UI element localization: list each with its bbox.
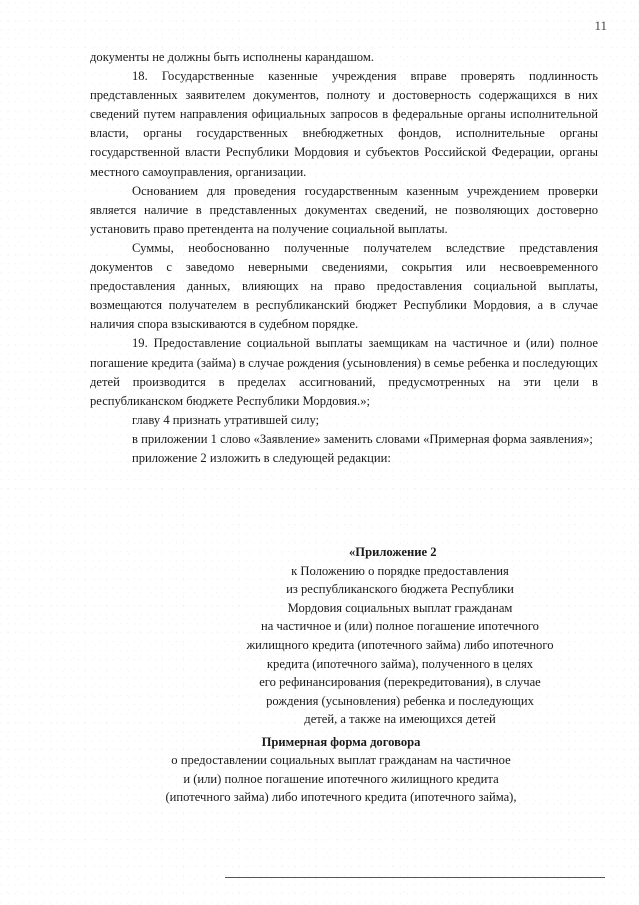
form-title-block [96, 733, 586, 807]
appendix-line: детей, а также на имеющихся детей [304, 712, 496, 727]
paragraph: 18. Государственные казенные учреждения вправе проверять подлинность представленных заявителем документов, полноту и достоверность содержащихся в них сведений путем направления официальных запросов в федеральные органы исполнительной власти, органы государственных внебюджетных фондов, исполнительные органы государственной власти Республики Мордовия и субъектов Российской Федерации, органы местного самоуправления, организации. [90, 69, 598, 179]
appendix-title: «Приложение 2 [349, 545, 437, 559]
form-subtitle-line: (ипотечного займа) либо ипотечного кредита (ипотечного займа), [165, 790, 517, 805]
paragraph: Суммы, необоснованно полученные получателем вследствие представления документов с заведомо неверными сведениями, сокрытия или несвоевременного предоставления данных, влияющих на право предоставления социальной выплаты, возмещаются получателем в республиканский бюджет Республики Мордовия, а в случае наличия спора взыскиваются в судебном порядке. [90, 240, 598, 332]
paragraph: Основанием для проведения государственным казенным учреждением проверки является наличие в представленных документах сведений, не позволяющих достоверно установить право претендента на получение социальной выплаты. [90, 183, 598, 236]
body-text [90, 48, 598, 468]
paragraph: документы не должны быть исполнены карандашом. [90, 50, 374, 64]
form-subtitle-line: и (или) полное погашение ипотечного жилищного кредита [183, 771, 499, 786]
footer-divider [225, 877, 605, 878]
page-number: 11 [594, 18, 607, 33]
appendix-line: из республиканского бюджета Республики [286, 582, 514, 597]
appendix-line: на частичное и (или) полное погашение ипотечного [261, 619, 539, 634]
paragraph: в приложении 1 слово «Заявление» заменить словами «Примерная форма заявления»; [132, 431, 593, 446]
appendix-line: рождения (усыновления) ребенка и последующих [266, 693, 534, 708]
appendix-line: к Положению о порядке предоставления [291, 563, 509, 578]
appendix-line: его рефинансирования (перекредитования), в случае [259, 675, 541, 690]
appendix-heading-block [200, 543, 600, 729]
appendix-line: жилищного кредита (ипотечного займа) либо ипотечного [246, 637, 554, 652]
paragraph: приложение 2 изложить в следующей редакции: [132, 450, 391, 465]
paragraph: 19. Предоставление социальной выплаты заемщикам на частичное и (или) полное погашение кредита (займа) в случае рождения (усыновления) в семье ребенка и последующих детей производится в пределах ассигнований, предусмотренных на эти цели в республиканском бюджете Республики Мордовия.»; [90, 336, 598, 408]
form-subtitle-line: о предоставлении социальных выплат гражданам на частичное [171, 753, 511, 768]
form-title: Примерная форма договора [261, 735, 421, 749]
appendix-line: кредита (ипотечного займа), полученного в целях [266, 656, 534, 671]
appendix-line: Мордовия социальных выплат гражданам [287, 600, 513, 615]
paragraph: главу 4 признать утратившей силу; [132, 412, 320, 427]
